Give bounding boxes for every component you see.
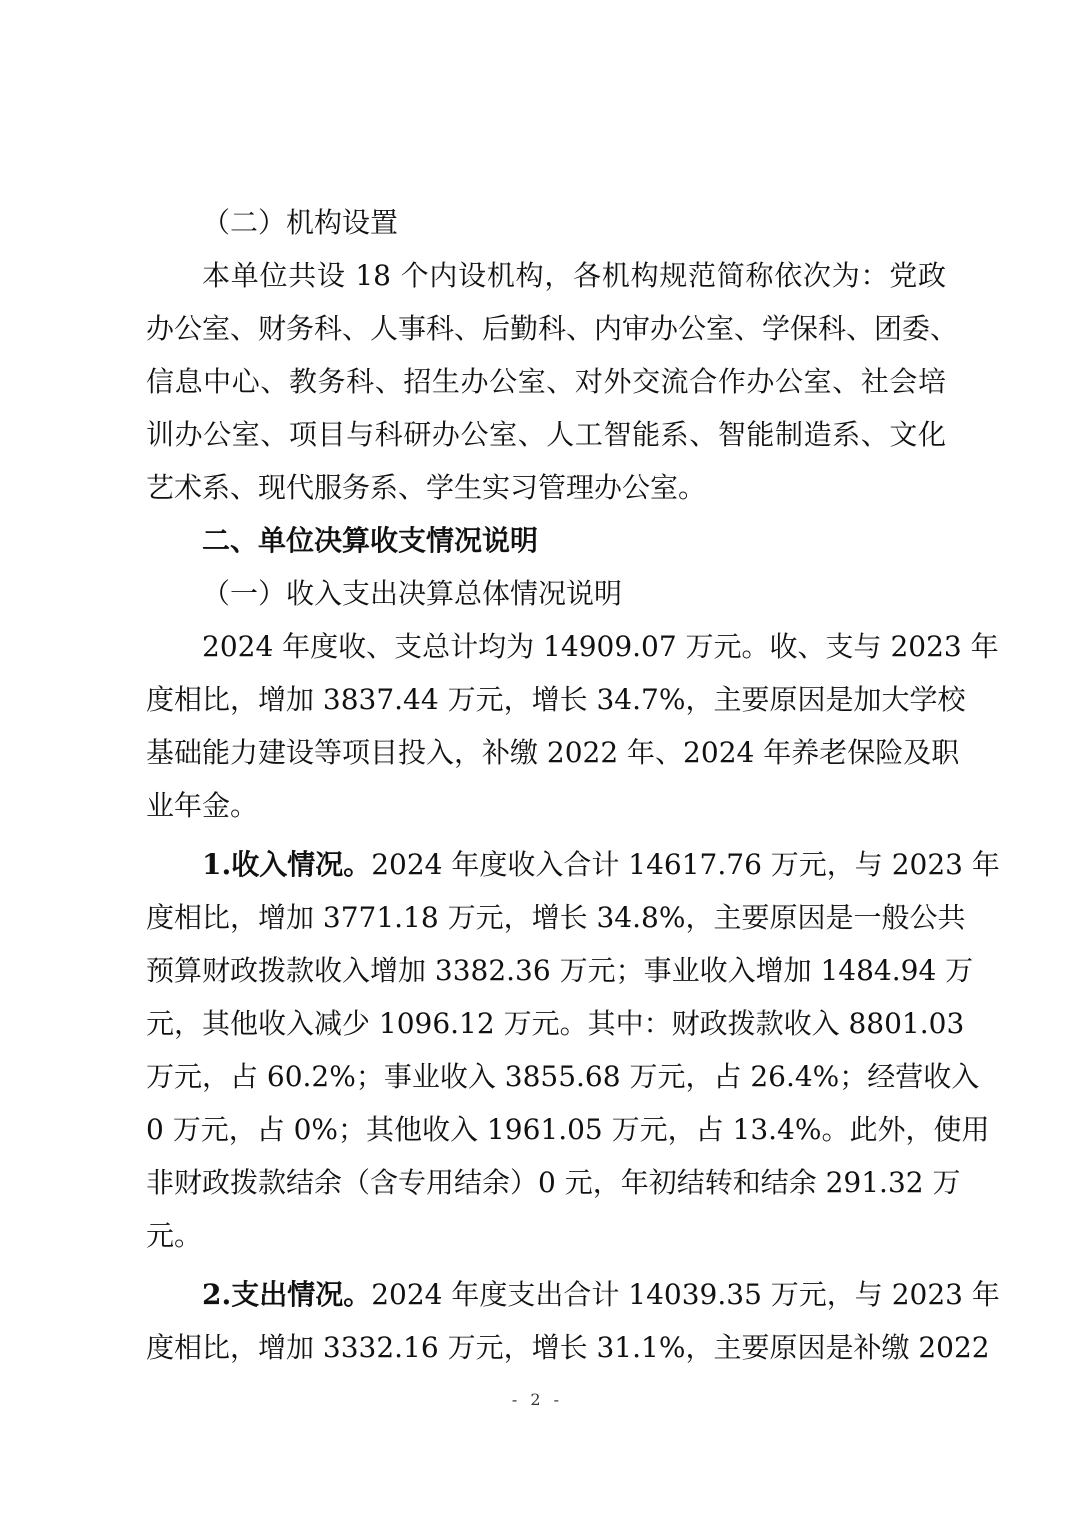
income-line-6: 0 万元，占 0%；其他收入 1961.05 万元，占 13.4%。此外，使用	[146, 1113, 990, 1146]
subsection-one-line-2: 度相比，增加 3837.44 万元，增长 34.7%，主要原因是加大学校	[146, 683, 966, 716]
subsection-one-line-1: 2024 年度收、支总计均为 14909.07 万元。收、支与 2023 年	[202, 630, 999, 663]
income-label: 1.收入情况。	[202, 848, 372, 881]
income-first-line	[146, 838, 1000, 891]
section-org-line-1: 本单位共设 18 个内设机构，各机构规范简称依次为：党政	[202, 259, 946, 292]
expenditure-line-2: 度相比，增加 3332.16 万元，增长 31.1%，主要原因是补缴 2022	[146, 1331, 990, 1364]
document-body	[146, 196, 1000, 1374]
section-org-line-3: 信息中心、教务科、招生办公室、对外交流合作办公室、社会培	[146, 365, 946, 398]
section-org-line-4: 训办公室、项目与科研办公室、人工智能系、智能制造系、文化	[146, 418, 946, 451]
income-line-7: 非财政拨款结余（含专用结余）0 元，年初结转和结余 291.32 万	[146, 1166, 961, 1199]
page-number: - 2 -	[511, 1390, 564, 1409]
expenditure-first-line-text: 2024 年度支出合计 14039.35 万元，与 2023 年	[371, 1278, 1000, 1311]
income-first-line-text: 2024 年度收入合计 14617.76 万元，与 2023 年	[371, 848, 1000, 881]
section-two-heading: 二、单位决算收支情况说明	[202, 524, 539, 557]
section-org-line-2: 办公室、财务科、人事科、后勤科、内审办公室、学保科、团委、	[146, 312, 959, 345]
section-org-heading: （二）机构设置	[202, 206, 399, 239]
income-line-3: 预算财政拨款收入增加 3382.36 万元；事业收入增加 1484.94 万	[146, 954, 974, 987]
expenditure-first-line	[146, 1268, 1000, 1321]
income-line-4: 元，其他收入减少 1096.12 万元。其中：财政拨款收入 8801.03	[146, 1007, 965, 1040]
income-line-8: 元。	[146, 1219, 203, 1252]
subsection-one-line-3: 基础能力建设等项目投入，补缴 2022 年、2024 年养老保险及职	[146, 736, 960, 769]
expenditure-label: 2.支出情况。	[202, 1278, 372, 1311]
subsection-one-heading: （一）收入支出决算总体情况说明	[202, 577, 623, 610]
section-org-line-5: 艺术系、现代服务系、学生实习管理办公室。	[146, 471, 707, 504]
income-line-5: 万元，占 60.2%；事业收入 3855.68 万元，占 26.4%；经营收入	[146, 1060, 980, 1093]
subsection-one-line-4: 业年金。	[146, 789, 259, 822]
income-line-2: 度相比，增加 3771.18 万元，增长 34.8%，主要原因是一般公共	[146, 901, 966, 934]
